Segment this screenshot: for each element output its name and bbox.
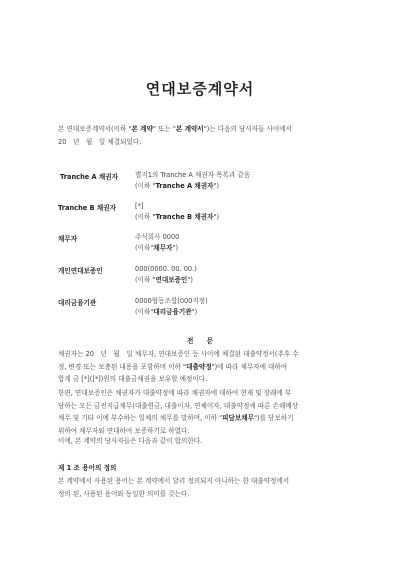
party-label-agent-bank: 대리금융기관 [58, 299, 97, 307]
intro-line-2: 20 년 월 일 체결되었다. [58, 137, 142, 146]
party-label-tranche-a: Tranche A 채권자 [60, 173, 119, 181]
party-value-guarantor: 000(0000. 00. 00.) (이하 "연대보증인") [135, 265, 197, 284]
article-1-body: 본 계약에서 사용된 용어는 본 계약에서 달리 정의되지 아니하는 한 대출약정에서 정의 된, 사용된 용어와 동일한 의미를 갖는다. [58, 477, 290, 498]
intro-paragraph [58, 123, 292, 148]
preamble-paragraph-2: 한편, 연대보증인은 채권자가 대출약정에 따라 채권자에 대하여 현재 및 장래에 부 담하는 모든 금전지급채무(대출원금, 대출이자, 연체이자, 대출약정에 따른 손해배상 채무 및 기타 이에 부수하는 일체의 채무를 말하며, 이하 "피담보채무")를 담보하기 위하여 채무자와 연대하여 보증하기로 하였다. [58, 389, 299, 435]
party-value-tranche-b: [*] (이하 "Tranche B 채권자") [135, 202, 220, 221]
party-label-guarantor: 개인연대보증인 [58, 267, 103, 275]
preamble-title: 전 문 [187, 337, 213, 345]
preamble-paragraph-3: 이에, 본 계약의 당사자들은 다음과 같이 합의한다. [58, 437, 203, 445]
party-value-agent-bank: 0000협동조합(000지점) (이하"대리금융기관") [135, 297, 208, 316]
party-value-debtor: 주식회사 0000 (이하"채무자") [135, 233, 180, 252]
document-title: 연대보증계약서 [145, 80, 255, 98]
party-value-tranche-a: 별지1의 Tranche A 채권자 목록과 같음 (이하 "Tranche A 채권자") [135, 171, 251, 190]
preamble-paragraph-1: 채권자는 20 년 월 일 채무자, 연대보증인 등 사이에 체결된 대출약정서(추후 수 정, 변경 또는 보충된 내용을 포함하며 이하 "대출약정")에 따라 채무자에 대하여 합계 금 [*]([*])원의 대출금채권을 보유할 예정이다. [58, 350, 299, 384]
party-label-debtor: 채무자 [58, 235, 78, 243]
article-1-title: 제 1 조 용어의 정의 [58, 464, 117, 472]
party-label-tranche-b: Tranche B 채권자 [58, 204, 116, 212]
intro-line-1: 본 연대보증계약서(이하 "본 계약" 또는 "본 계약서")는 다음의 당사자들 사이에서 [58, 125, 293, 133]
